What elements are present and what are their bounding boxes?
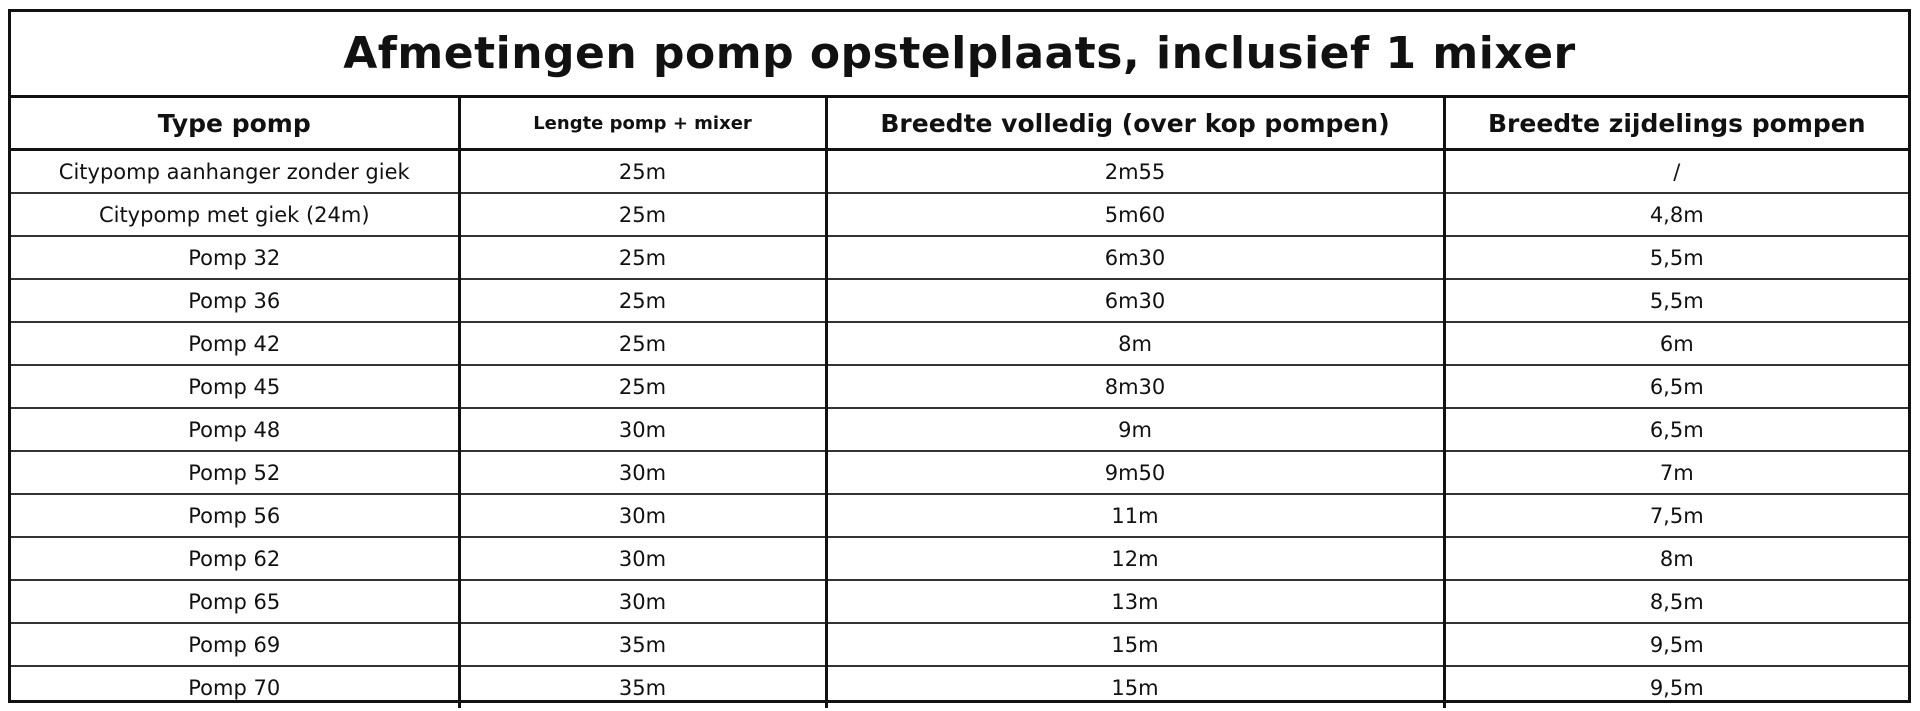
- cell-breedte-zijdelings: 8,5m: [1444, 580, 1908, 623]
- cell-lengte: 25m: [459, 279, 826, 322]
- table-row: [11, 408, 1908, 451]
- table-row: [11, 322, 1908, 365]
- cell-breedte-volledig: 15m: [826, 623, 1444, 666]
- cell-lengte: 30m: [459, 494, 826, 537]
- cell-lengte: 25m: [459, 365, 826, 408]
- cell-type: Pomp 45: [11, 365, 459, 408]
- cell-breedte-volledig: 8m30: [826, 365, 1444, 408]
- cell-breedte-zijdelings: 4,8m: [1444, 193, 1908, 236]
- table-row: [11, 279, 1908, 322]
- cell-breedte-volledig: 11m: [826, 494, 1444, 537]
- header-breedte-volledig: Breedte volledig (over kop pompen): [826, 98, 1444, 150]
- table-row: [11, 580, 1908, 623]
- cell-breedte-zijdelings: 7,5m: [1444, 494, 1908, 537]
- table-row: [11, 451, 1908, 494]
- cell-breedte-zijdelings: 6,5m: [1444, 408, 1908, 451]
- header-lengte: Lengte pomp + mixer: [459, 98, 826, 150]
- cell-type: Pomp 36: [11, 279, 459, 322]
- cell-type: Pomp 48: [11, 408, 459, 451]
- header-row: [11, 98, 1908, 150]
- cell-breedte-zijdelings: 8m: [1444, 537, 1908, 580]
- cell-type: Pomp 70: [188, 675, 281, 700]
- cell-lengte: 25m: [459, 150, 826, 194]
- cell-type: Pomp 32: [11, 236, 459, 279]
- cell-type: Pomp 62: [11, 537, 459, 580]
- cell-type: Citypomp met giek (24m): [11, 193, 459, 236]
- cell-lengte: 30m: [459, 537, 826, 580]
- cell-lengte: 25m: [459, 322, 826, 365]
- cell-breedte-zijdelings: 5,5m: [1444, 236, 1908, 279]
- table-body: [11, 150, 1908, 709]
- cell-type: Pomp 56: [11, 494, 459, 537]
- table-row: [11, 666, 1908, 708]
- table-row: [11, 236, 1908, 279]
- cell-breedte-volledig: 9m: [826, 408, 1444, 451]
- cell-breedte-zijdelings: 6m: [1444, 322, 1908, 365]
- cell-type: Pomp 52: [11, 451, 459, 494]
- table-row: [11, 365, 1908, 408]
- cell-breedte-volledig: 2m55: [826, 150, 1444, 194]
- cell-lengte: 30m: [459, 580, 826, 623]
- cell-breedte-volledig: 6m30: [826, 279, 1444, 322]
- cell-type: Citypomp aanhanger zonder giek: [11, 150, 459, 194]
- cell-breedte-zijdelings: 9,5m: [1444, 666, 1908, 708]
- dimensions-table: [11, 98, 1908, 708]
- cell-lengte: 25m: [459, 236, 826, 279]
- dimensions-document: [8, 9, 1911, 703]
- header-breedte-zijdelings: Breedte zijdelings pompen: [1444, 98, 1908, 150]
- table-row: [11, 623, 1908, 666]
- cell-breedte-zijdelings: 5,5m: [1444, 279, 1908, 322]
- cell-breedte-volledig: 9m50: [826, 451, 1444, 494]
- header-type-pomp: Type pomp: [11, 98, 459, 150]
- cell-breedte-zijdelings: 6,5m: [1444, 365, 1908, 408]
- cell-breedte-zijdelings: 9,5m: [1444, 623, 1908, 666]
- cell-breedte-zijdelings: 7m: [1444, 451, 1908, 494]
- table-row: [11, 150, 1908, 194]
- cell-type: Pomp 65: [11, 580, 459, 623]
- table-row: [11, 494, 1908, 537]
- cell-breedte-zijdelings: /: [1444, 150, 1908, 194]
- cell-breedte-volledig: 13m: [826, 580, 1444, 623]
- cell-lengte: 35m: [459, 623, 826, 666]
- table-row: [11, 537, 1908, 580]
- cell-lengte: 35m: [459, 666, 826, 708]
- cell-breedte-volledig: 12m: [826, 537, 1444, 580]
- cell-type: Pomp 42: [11, 322, 459, 365]
- cell-breedte-volledig: 8m: [826, 322, 1444, 365]
- table-row: [11, 193, 1908, 236]
- table-title: Afmetingen pomp opstelplaats, inclusief 1 mixer: [11, 12, 1908, 98]
- cell-lengte: 25m: [459, 193, 826, 236]
- cell-breedte-volledig: 6m30: [826, 236, 1444, 279]
- cell-type: Pomp 69: [11, 623, 459, 666]
- cell-breedte-volledig: 5m60: [826, 193, 1444, 236]
- cell-lengte: 30m: [459, 408, 826, 451]
- cell-lengte: 30m: [459, 451, 826, 494]
- cell-breedte-volledig: 15m: [826, 666, 1444, 708]
